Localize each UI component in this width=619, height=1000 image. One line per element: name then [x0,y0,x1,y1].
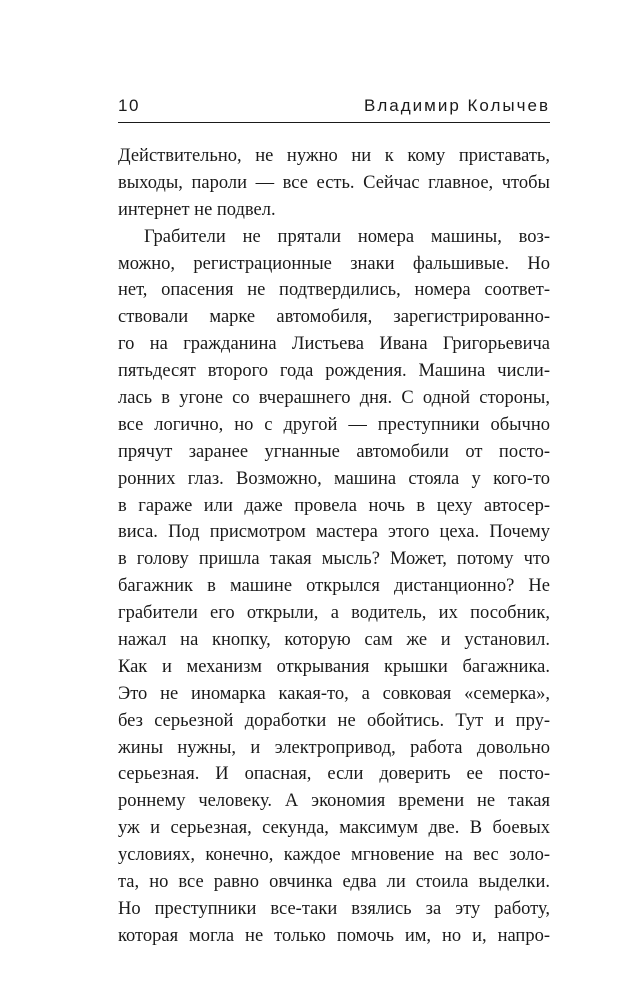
page-number: 10 [118,96,140,115]
text-line: ствовали марке автомобиля, зарегистрированно- [118,307,550,328]
text-line: серьезная. И опасная, если доверить ее посто- [118,764,550,785]
text-line: Как и механизм открывания крышки багажника. [118,656,550,677]
text-line: нажал на кнопку, которую сам же и установил. [118,630,550,651]
running-head-author: Владимир Колычев [364,96,550,115]
text-line: жины нужны, и электропривод, работа довольно [118,737,550,758]
text-line: в гараже или даже провела ночь в цеху автосер- [118,495,550,516]
text-line: нет, опасения не подтвердились, номера соответ- [118,280,550,301]
paragraph-2 [118,224,550,950]
text-line: лась в угоне со вчерашнего дня. С одной стороны, [118,388,550,409]
text-line: в голову пришла такая мысль? Может, потому что [118,549,550,570]
running-head [118,94,550,118]
text-line: интернет не подвел. [118,199,276,220]
text-line: ронних глаз. Возможно, машина стояла у кого-то [118,468,550,489]
text-line: уж и серьезная, секунда, максимум две. В боевых [118,818,550,839]
text-line: багажник в машине открылся дистанционно? Не [118,576,550,597]
text-line: го на гражданина Листьева Ивана Григорьевича [118,334,550,355]
header-rule [118,122,550,123]
text-line: прячут заранее угнанные автомобили от посто- [118,441,550,462]
text-line: Действительно, не нужно ни к кому приставать, [118,146,550,166]
paragraph-1 [118,143,550,224]
text-line: Грабители не прятали номера машины, воз- [144,226,550,247]
text-line: та, но все равно овчинка едва ли стоила выделки. [118,872,550,893]
text-line: грабители его открыли, а водитель, их пособник, [118,603,550,624]
text-line: виса. Под присмотром мастера этого цеха. Почему [118,522,550,543]
text-line: которая могла не только помочь им, но и, напро- [118,925,550,946]
text-line: без серьезной доработки не обойтись. Тут и пру- [118,710,550,731]
text-line: выходы, пароли — все есть. Сейчас главное, чтобы [118,172,550,193]
body-text [118,143,550,950]
text-line: все логично, но с другой — преступники обычно [118,414,550,435]
text-line: роннему человеку. А экономия времени не такая [118,791,550,812]
text-line: можно, регистрационные знаки фальшивые. Но [118,253,550,274]
text-line: Но преступники все-таки взялись за эту работу, [118,898,550,919]
text-line: пятьдесят второго года рождения. Машина числи- [118,361,550,382]
text-line: Это не иномарка какая-то, а совковая «семерка», [118,683,550,704]
text-line: условиях, конечно, каждое мгновение на вес золо- [118,845,550,866]
